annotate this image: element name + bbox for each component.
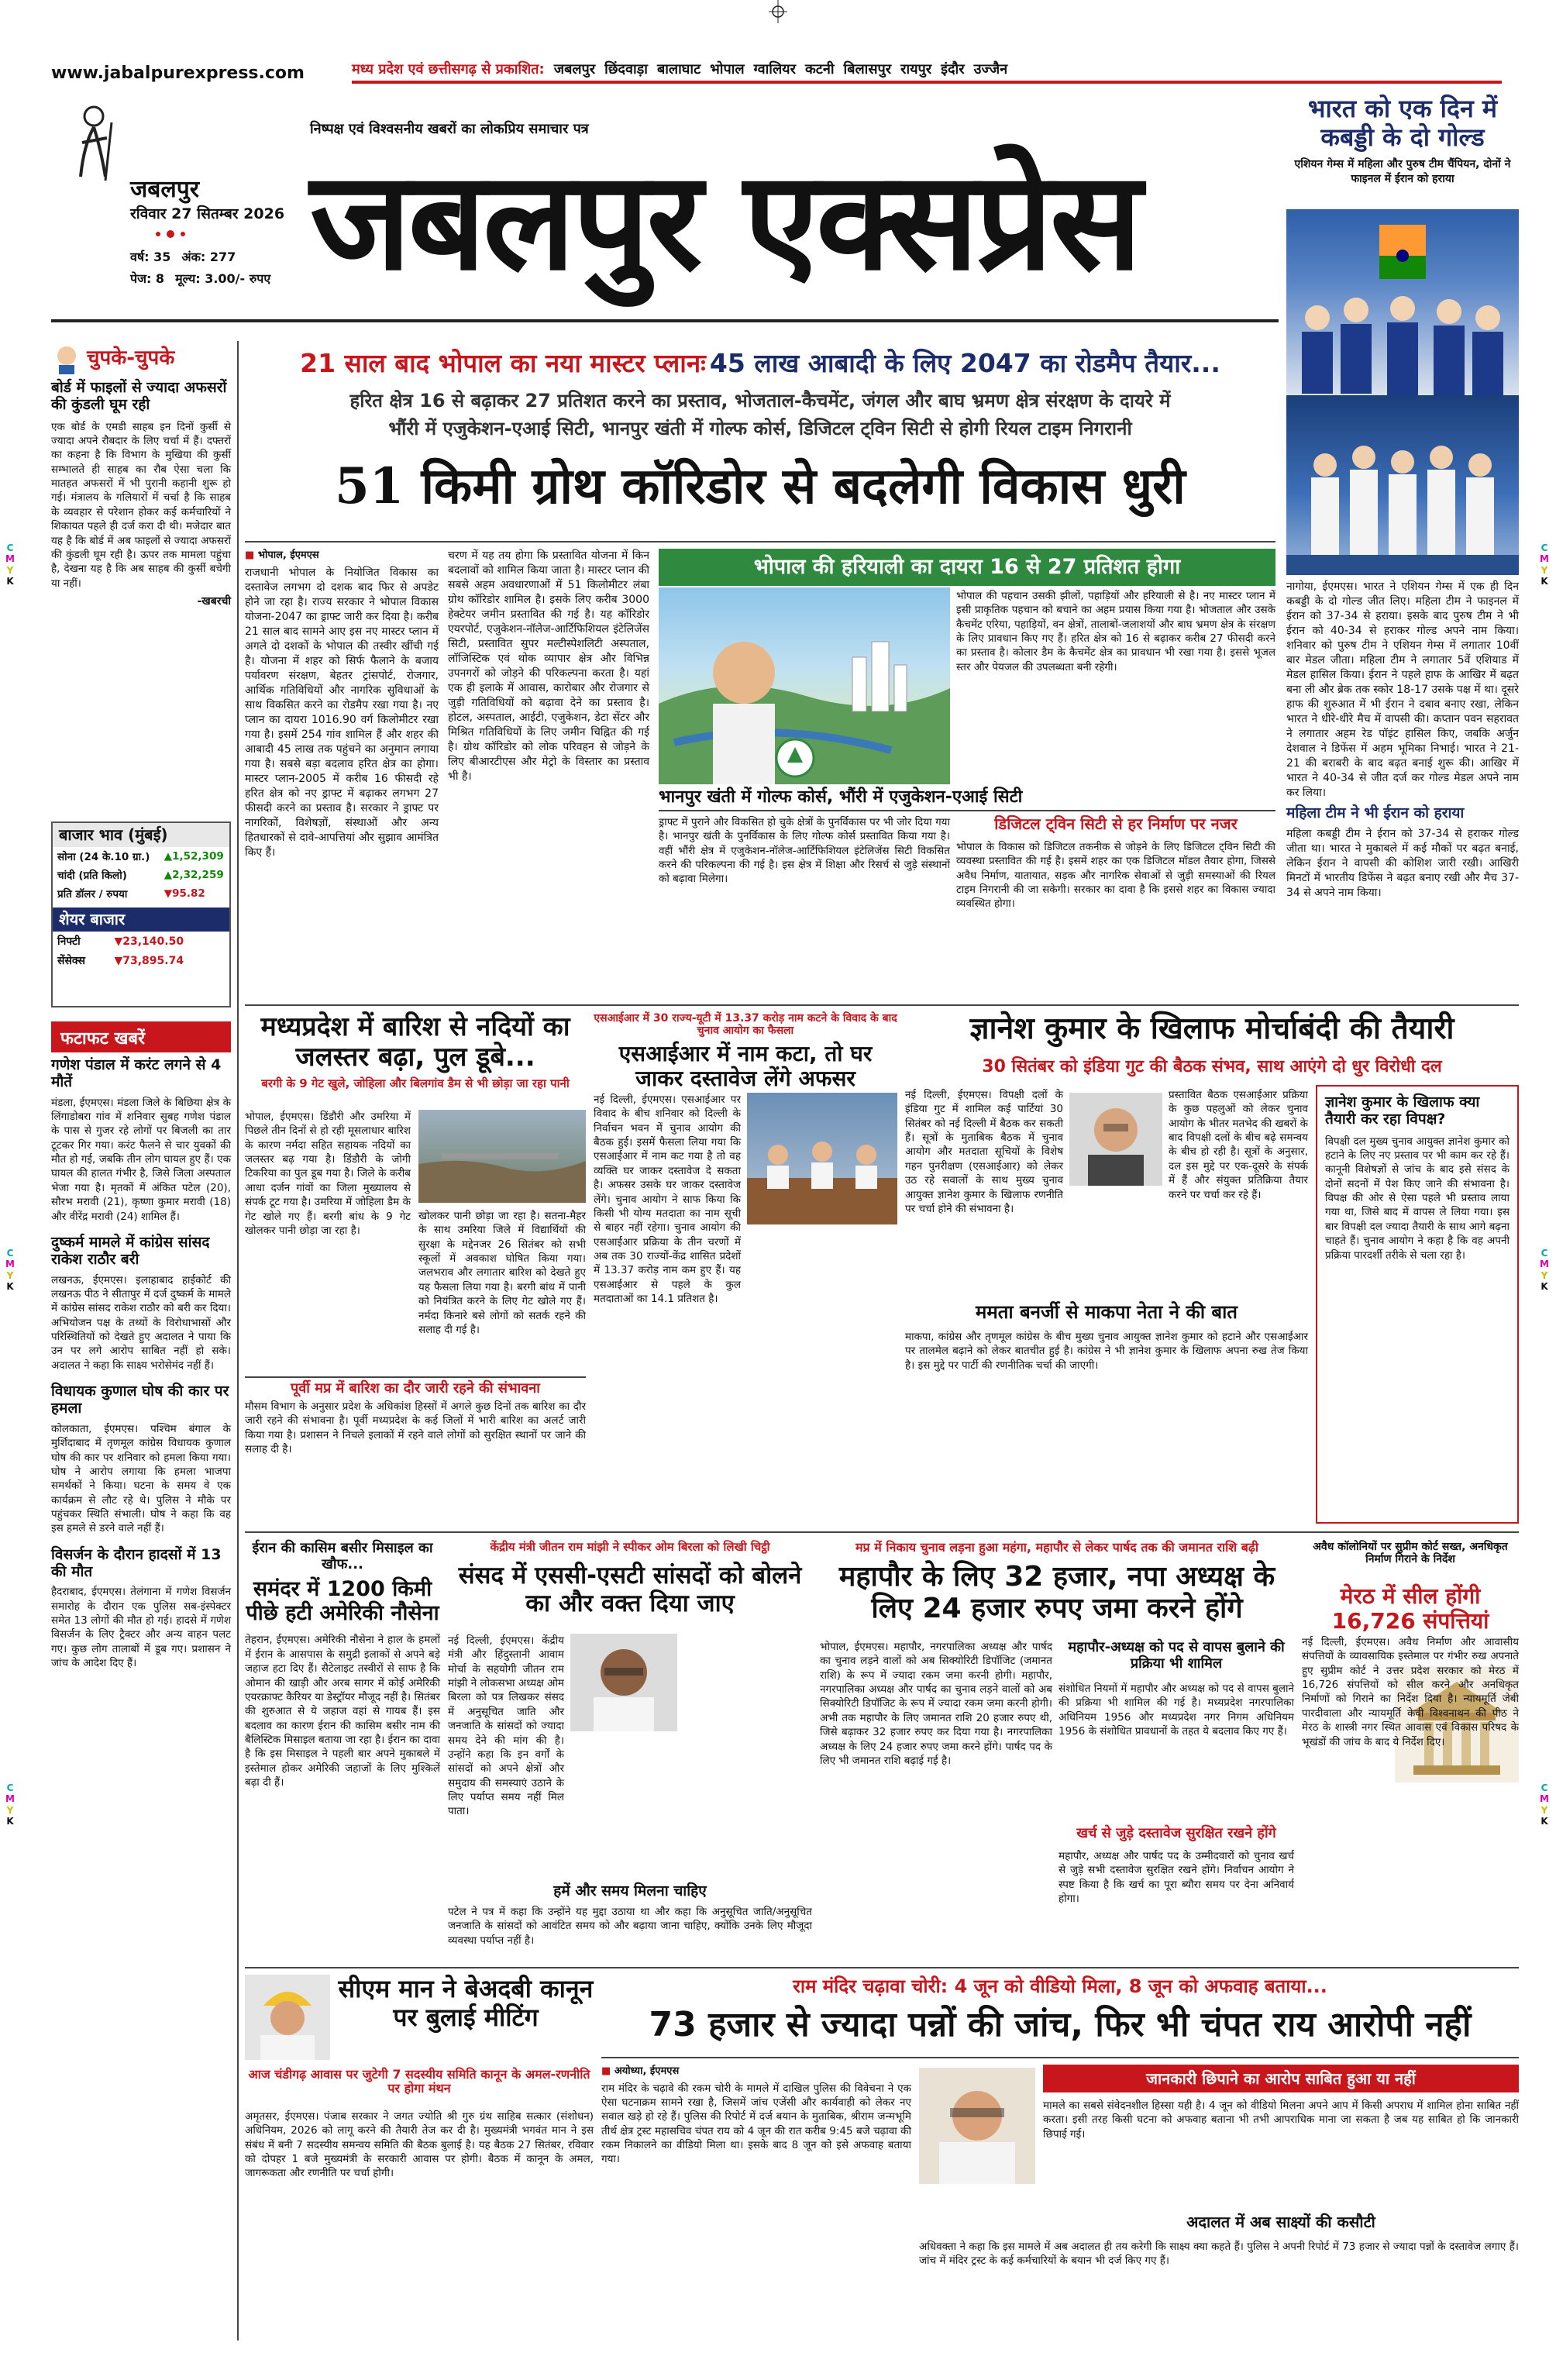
lead-deck-2: भौंरी में एजुकेशन-एआई सिटी, भानपुर खंती में गोल्फ कोर्स, डिजिटल ट्विन सिटी से होगी रियल टाइम निगरानी <box>388 418 1132 439</box>
share-value: ▼23,140.50 <box>114 935 184 948</box>
kabaddi-subhead-2: महिला टीम ने भी ईरान को हराया <box>1286 804 1465 822</box>
lead-subhead-1: भानपुर खंती में गोल्फ कोर्स, भौंरी में एजुकेशन-एआई सिटी <box>659 787 1275 811</box>
site-url[interactable]: www.jabalpurexpress.com <box>51 64 305 83</box>
sir-body: नई दिल्ली, ईएमएस। एसआईआर पर विवाद के बीच शनिवार को दिल्ली के निर्वाचन भवन में चुनाव आयोग की बैठक हुई। इसमें फैसला लिया गया कि एसआईआर में नाम कट गया है तो वह व्यक्ति घर जाकर दस्तावेज दे सकता है। अफसर उसके घर जाकर दस्तावेज लेंगे। चुनाव आयोग ने साफ किया कि किसी भी योग्य मतदाता का नाम सूची से बाहर नहीं रहेगा। चुनाव आयोग की एसआईआर प्रक्रिया के तीन चरणों में अब तक 30 राज्यों-केंद्र शासित प्रदेशों में 13.37 करोड़ नाम कम हुए हैं। यह एसआईआर से पहले के कुल मतदाताओं का 14.1 प्रतिशत है। <box>594 1094 741 1306</box>
market-value-down: ▼95.82 <box>164 887 205 900</box>
edition-4[interactable]: भोपाल <box>710 61 745 77</box>
market-row <box>53 847 229 866</box>
edition-6[interactable]: कटनी <box>804 61 835 77</box>
price-line <box>130 270 270 287</box>
market-title: बाजार भाव (मुंबई) <box>53 823 229 847</box>
ram-body-2: अधिवक्ता ने कहा कि इस मामले में अब अदालत ही तय करेगी कि साक्ष्य क्या कहते हैं। पुलिस ने अपनी रिपोर्ट में 73 हजार से ज्यादा पन्नों के दस्तावेज लगाए हैं। जांच में मंदिर ट्रस्ट के कई कर्मचारियों के बयान भी दर्ज किए गए हैं। <box>919 2241 1519 2268</box>
up-triangle-icon: ▲ <box>164 869 173 881</box>
fatafat-body: लखनऊ, ईएमएस। इलाहाबाद हाईकोर्ट की लखनऊ पीठ ने सीतापुर में दर्ज दुष्कर्म के मामले में कांग्रेस सांसद राकेश राठौर को बरी कर दिया। अभियोजन पक्ष के तथ्यों के विरोधाभासों और परिस्थितियों को देखते हुए अदालत ने पाया कि उन पर लगे आरोप साबित नहीं हो सके। अदालत ने कहा कि साक्ष्य भरोसेमंद नहीं हैं। <box>51 1273 231 1372</box>
column-divider <box>237 341 239 2340</box>
lead-deck-1: हरित क्षेत्र 16 से बढ़ाकर 27 प्रतिशत करने का प्रस्ताव, भोजताल-कैचमेंट, जंगल और बाघ भ्रमण क्षेत्र संरक्षण के दायरे में <box>349 390 1171 412</box>
fatafat-list <box>51 1057 231 1671</box>
share-row <box>53 951 229 970</box>
kabaddi-photo-women <box>1286 209 1519 395</box>
mayor-headline: महापौर के लिए 32 हजार, नपा अध्यक्ष के लिए 24 हजार रुपए जमा करने होंगे <box>838 1561 1275 1625</box>
market-row <box>53 866 229 884</box>
kabaddi-subhead: एशियन गेम्स में महिला और पुरुष टीम चैंपियन, दोनों ने फाइनल में ईरान को हराया <box>1294 157 1511 185</box>
market-item: चांदी (प्रति किलो) <box>57 870 127 882</box>
chupke-header <box>51 341 231 377</box>
rain-col-2: खोलकर पानी छोड़ा जा रहा है। सतना-मैहर के साथ उमरिया जिले में विद्यार्थियों की सुरक्षा के मद्देनजर 26 सितंबर को सभी स्कूलों में अवकाश घोषित किया गया। जलभराव और लगातार बारिश को देखते हुए यह फैसला लिया गया है। बरगी बांध में पानी को नियंत्रित करने के लिए गेट खोले गए हैं। नर्मदा किनारे बसे लोगों को सतर्क रहने की सलाह दी गई है। <box>418 1210 586 1336</box>
ram-subhead: जानकारी छिपाने का आरोप साबित हुआ या नहीं <box>1043 2065 1519 2092</box>
ram-subhead-2: अदालत में अब साक्ष्यों की कसौटी <box>1186 2213 1375 2231</box>
tagline: निष्पक्ष एवं विश्वसनीय खबरों का लोकप्रिय समाचार पत्र <box>310 121 589 137</box>
kabaddi-body-text-2: महिला कबड्डी टीम ने ईरान को 37-34 से हराकर गोल्ड जीता था। भारत ने मुकाबले में कई मौकों पर बढ़त बनाई, लेकिन ईरान ने वापसी की कोशिश जारी रखी। आखिरी मिनटों में भारतीय डिफेंस ने बढ़त बनाए रखी और मैच 37-34 से अपने नाम किया। <box>1286 828 1519 900</box>
issue: अंक: 277 <box>181 250 236 264</box>
gyanesh-side-headline: ज्ञानेश कुमार के खिलाफ क्या तैयारी कर रहा विपक्ष? <box>1325 1094 1480 1128</box>
fatafat-label: फटाफट खबरें <box>51 1021 231 1052</box>
year: वर्ष: 35 <box>130 250 171 264</box>
ram-body-text: राम मंदिर के चढ़ावे की रकम चोरी के मामले में दाखिल पुलिस की विवेचना ने एक ऐसा घटनाक्रम सामने रखा है, जिसमें जांच एजेंसी और कार्यवाही को लेकर नए सवाल खड़े हो रहे हैं। पुलिस की रिपोर्ट में दर्ज बयान के मुताबिक, श्रीराम जन्मभूमि तीर्थ क्षेत्र ट्रस्ट महासचिव चंपत राय को 4 जून की रात करीब 9:45 बजे चढ़ावा की रकम निकालने का वीडियो मिला था। इसके बाद 8 जून को इसे अफवाह बताया गया। <box>601 2082 911 2166</box>
lead-col-3: भोपाल की पहचान उसकी झीलों, पहाड़ियों और हरियाली से है। नए मास्टर प्लान में इसी प्राकृतिक पहचान को बचाने का अहम प्रयास किया गया है। भोजताल और उसके कैचमेंट एरिया, पहाड़ियों, वन क्षेत्रों, तालाबों-जलाशयों और बाघ भ्रमण क्षेत्र के संरक्षण के लिए प्रावधान किए गए हैं। हरित क्षेत्र को 16 से बढ़ाकर करीब 27 फीसदी करने का प्रस्ताव है। कोलार डैम के कैचमेंट क्षेत्र का प्रावधान भी रखा गया है। इससे भूजल स्तर और पेयजल की उपलब्धता बनी रहेगी। <box>956 590 1275 673</box>
mayor-subhead-2: खर्च से जुड़े दस्तावेज सुरक्षित रखने होंगे <box>1076 1825 1276 1841</box>
gyanesh-col-2: प्रस्तावित बैठक एसआईआर प्रक्रिया के कुछ पहलुओं को लेकर चुनाव आयोग के भीतर मतभेद की खबरों के बाद विपक्षी दलों के बीच बढ़े समन्वय के बीच हो रही है। सूत्रों के अनुसार, दल इस मुद्दे पर एक-दूसरे के संपर्क में हैं और संयुक्त प्रतिक्रिया तैयार करने पर चर्चा कर रहे हैं। <box>1169 1089 1308 1201</box>
fatafat-body: कोलकाता, ईएमएस। पश्चिम बंगाल के मुर्शिदाबाद में तृणमूल कांग्रेस विधायक कुणाल घोष की कार पर शनिवार को हमला किया गया। घोष ने आरोप लगाया कि हमला भाजपा समर्थकों ने किया। घटना के समय वे एक कार्यक्रम से लौट रहे थे। पुलिस ने मौके पर पहुंचकर स्थिति संभाली। घोष ने कहा कि वह इस हमले से डरने वाले नहीं हैं। <box>51 1422 231 1535</box>
rain-col-1: भोपाल, ईएमएस। डिंडौरी और उमरिया में पिछले तीन दिनों से हो रही मूसलाधार बारिश के कारण नर्मदा सहित सहायक नदियों का जलस्तर बढ़ गया है। डिंडौरी के जोगी टिकरिया का पुल डूब गया है। जिले के करीब आधा दर्जन गांवों का जिला मुख्यालय से संपर्क टूट गया है। उमरिया में जोहिला डैम के गेट खोले गए हैं। बरगी बांध के 9 गेट खोलकर पानी छोड़ा जा रहा है। <box>245 1111 411 1237</box>
share-row <box>53 932 229 951</box>
gyanesh-photo <box>1069 1093 1162 1186</box>
mann-subhead: आज चंडीगढ़ आवास पर जुटेगी 7 सदस्यीय समिति कानून के अमल-रणनीति पर होगा मंथन <box>248 2067 590 2096</box>
kabaddi-headline: भारत को एक दिन में कबड्डी के दो गोल्ड <box>1308 94 1497 152</box>
iran-headline: समंदर में 1200 किमी पीछे हटी अमेरिकी नौसेना <box>246 1577 439 1626</box>
rain-story <box>245 1012 586 1090</box>
rain-subhead: बरगी के 9 गेट खुले, जोहिला और बिलगांव डैम से भी छोड़ा जा रहा पानी <box>261 1076 570 1091</box>
market-item: प्रति डॉलर / रुपया <box>57 888 128 901</box>
row-rule-3 <box>245 1967 1519 1968</box>
gyanesh-col-1: नई दिल्ली, ईएमएस। विपक्षी दलों के इंडिया गुट में शामिल कई पार्टियां 30 सितंबर को नई दिल्ली में बैठक कर सकती हैं। सूत्रों के मुताबिक बैठक में चुनाव आयोग और मतदाता सूचियों के विशेष गहन पुनरीक्षण (एसआईआर) को लेकर उठ रहे सवालों के साथ मुख्य चुनाव आयुक्त ज्ञानेश कुमार के खिलाफ रणनीति पर चर्चा होने की संभावना है। <box>905 1089 1063 1215</box>
iran-kicker: ईरान की कासिम बसीर मिसाइल का खौफ... <box>252 1540 433 1572</box>
gandhi-logo <box>51 99 129 184</box>
mayor-body: भोपाल, ईएमएस। महापौर, नगरपालिका अध्यक्ष और पार्षद का चुनाव लड़ने वालों को अब सिक्योरिटी डिपॉजिट (जमानत राशि) के रूप में ज्यादा रकम जमा करनी होगी। महापौर, नगरपालिका अध्यक्ष और पार्षद का चुनाव लड़ने वालों को अब सिक्योरिटी डिपॉजिट के रूप में ज्यादा रकम जमा करनी होगी। अभी तक महापौर के लिए जमानत राशि 20 हजार रुपए थी, जिसे बढ़ाकर 32 हजार रुपए कर दिया गया है। नगरपालिका अध्यक्ष के लिए 24 हजार रुपए जमा करने होंगे। पार्षद पद के लिए भी जमानत राशि बढ़ाई गई है। <box>820 1641 1052 1767</box>
share-item: सेंसेक्स <box>57 955 85 967</box>
cmyk-mark-right-1: C M Y K <box>1540 542 1549 587</box>
chupke-byline: -खबरची <box>197 595 231 608</box>
editions-label: मध्य प्रदेश एवं छत्तीसगढ़ से प्रकाशित: <box>352 61 545 77</box>
meerut-headline: मेरठ में सील होंगी 16,726 संपत्तियां <box>1331 1583 1489 1634</box>
fatafat-headline: विसर्जन के दौरान हादसों में 13 की मौत <box>51 1545 222 1580</box>
fatafat-headline: गणेश पंडाल में करंट लगने से 4 मौतें <box>51 1056 222 1090</box>
pages: पेज: 8 <box>130 271 165 286</box>
ram-body <box>601 2065 911 2170</box>
kabaddi-body <box>1286 580 1519 904</box>
fold-rule <box>245 1004 1519 1006</box>
chupke-body: एक बोर्ड के एमडी साहब इन दिनों कुर्सी से ज्यादा अपने रौबदार के लिए चर्चा में हैं। दफ्तरों का कहना है कि विभाग के मुखिया की कुर्सी सम्भालते ही साहब का रौब ऐसा चला कि मातहत अफसरों में भी पुरानी कहानी शुरू हो गई। मंत्रालय के गलियारों में चर्चा है कि साहब के व्यवहार से परेशान होकर कई कर्मचारियों ने शिकायत पहले ही दर्ज करा दी थी। मजेदार बात यह है कि बोर्ड में अब फाइलों से ज्यादा अफसरों की कुंडली घूम रही है। ऊपर तक मामला पहुंचा है, देखना यह है कि अब साहब की कुर्सी बचेगी या नहीं। <box>51 420 231 590</box>
price: मूल्य: 3.00/- रुपए <box>175 271 271 286</box>
mann-body: अमृतसर, ईएमएस। पंजाब सरकार ने जगत ज्योति श्री गुरु ग्रंथ साहिब सत्कार (संशोधन) अधिनियम, 2026 को लागू करने की तैयारी तेज कर दी है। मुख्यमंत्री भगवंत मान ने इस संबंध में बनी 7 सदस्यीय समन्वय समिति की बैठक बुलाई है। यह बैठक 27 सितंबर, रविवार को दोपहर 1 बजे मुख्यमंत्री के सरकारी आवास पर होगी। बैठक में कानून के अमल, जागरूकता और रणनीति पर चर्चा होगी। <box>245 2110 594 2180</box>
lead-col-5: भोपाल के विकास को डिजिटल तकनीक से जोड़ने के लिए डिजिटल ट्विन सिटी की व्यवस्था प्रस्तावित की गई है। इसमें शहर का एक डिजिटल मॉडल तैयार होगा, जिससे अवैध निर्माण, यातायात, सड़क और नागरिक सेवाओं से जुड़ी समस्याओं की रियल टाइम निगरानी की जा सकेगी। सरकार का दावा है कि इससे शहर का विकास ज्यादा व्यवस्थित होगा। <box>956 841 1275 911</box>
meerut-kicker: अवैध कॉलोनियों पर सुप्रीम कोर्ट सख्त, अनधिकृत निर्माण गिराने के निर्देश <box>1313 1541 1508 1566</box>
rain-headline: मध्यप्रदेश में बारिश से नदियों का जलस्तर बढ़ा, पुल डूबे... <box>260 1011 570 1073</box>
mann-headline: सीएम मान ने बेअदबी कानून पर बुलाई मीटिंग <box>338 1974 594 2032</box>
ram-side: मामले का सबसे संवेदनशील हिस्सा यही है। 4 जून को वीडियो मिलना अपने आप में किसी अपराध में शामिल होना साबित नहीं करता। इसी तरह किसी घटना को अफवाह बताना भी तभी आपराधिक माना जा सकता है जब यह साबित हो कि जानकारी छिपाई गई। <box>1043 2099 1519 2141</box>
kabaddi-story <box>1286 95 1519 186</box>
gyanesh-sidebox <box>1316 1085 1519 1524</box>
market-value-up: ▲2,32,259 <box>164 869 224 881</box>
fatafat-headline: विधायक कुणाल घोष की कार पर हमला <box>51 1383 229 1417</box>
mayor-kicker: मप्र में निकाय चुनाव लड़ना हुआ महंगा, महापौर से लेकर पार्षद तक की जमानत राशि बढ़ी <box>855 1540 1259 1555</box>
edition-7[interactable]: बिलासपुर <box>843 61 892 77</box>
fatafat-body: मंडला, ईएमएस। मंडला जिले के बिछिया क्षेत्र के लिंगाडोबरा गांव में शनिवार सुबह गणेश पंडाल के पास से गुजर रहे लोगों पर बिजली का तार टूटकर गिर गया। करंट फैलने से चार युवकों की मौत हो गई, जबकि तीन लोग घायल हुए हैं। एक घायल की हालत गंभीर है, जिसे जिला अस्पताल भेजा गया है। मृतकों में अंकित पटेल (20), सौरभ मरावी (21), कृष्णा कुमार मरावी (18) और वीरेंद्र मरावी (24) शामिल हैं। <box>51 1096 231 1223</box>
gyanesh-subhead: 30 सितंबर को इंडिया गुट की बैठक संभव, साथ आएंगे दो धुर विरोधी दल <box>982 1057 1442 1076</box>
market-box <box>51 821 231 1007</box>
fatafat-body: हैदराबाद, ईएमएस। तेलंगाना में गणेश विसर्जन समारोह के दौरान एक पुलिस सब-इंस्पेक्टर समेत 13 लोगों की मौत हो गई। हादसे में गणेश विसर्जन के लिए ट्रैक्टर और अन्य वाहन पलट गए। कुछ लोग तालाबों में डूब गए। प्रशासन ने जांच के आदेश दिए हैं। <box>51 1586 231 1670</box>
cmyk-mark-left-3: C M Y K <box>5 1782 15 1827</box>
lead-col-4: ड्राफ्ट में पुराने और विकसित हो चुके क्षेत्रों के पुनर्विकास पर भी जोर दिया गया है। भानपुर खंती के पुनर्विकास के लिए गोल्फ कोर्स प्रस्तावित किया गया है। वहीं भौंरी क्षेत्र में एजुकेशन-नॉलेज-आर्टिफिशियल इंटेलिजेंस सिटी विकसित करने की परिकल्पना की गई है। इस क्षेत्र में शिक्षा और रिसर्च से जुड़े संस्थानों को बढ़ावा मिलेगा। <box>659 816 950 886</box>
chupke-label: चुपके-चुपके <box>87 346 175 370</box>
edition-3[interactable]: बालाघाट <box>656 61 701 77</box>
edition-city: जबलपुर <box>130 176 200 203</box>
share-title: शेयर बाजार <box>53 908 229 932</box>
parliament-subhead: हमें और समय मिलना चाहिए <box>553 1882 707 1900</box>
edition-date: रविवार 27 सितम्बर 2026 <box>130 205 285 222</box>
market-item: सोना (24 के.10 ग्रा.) <box>57 851 150 863</box>
row-rule-2 <box>245 1531 1519 1533</box>
parliament-headline: संसद में एससी-एसटी सांसदों को बोलने का और वक्त दिया जाए <box>458 1562 802 1617</box>
meerut-body: नई दिल्ली, ईएमएस। अवैध निर्माण और आवासीय संपत्तियों के व्यावसायिक इस्तेमाल पर गंभीर रुख अपनाते हुए सुप्रीम कोर्ट ने उत्तर प्रदेश सरकार को मेरठ में 16,726 संपत्तियों को सील करने और अनधिकृत निर्माणों को गिराने का निर्देश दिया है। न्यायमूर्ति जेबी पारदीवाला और न्यायमूर्ति केवी विश्वनाथन की पीठ ने मेरठ के शास्त्री नगर स्थित आवास एवं विकास परिषद के भूखंडों की जांच के बाद ये निर्देश दिए। <box>1302 1636 1519 1748</box>
ram-rule <box>601 2057 1519 2058</box>
gyanesh-headline: ज्ञानेश कुमार के खिलाफ मोर्चाबंदी की तैयारी <box>969 1011 1454 1046</box>
up-triangle-icon: ▲ <box>164 850 173 863</box>
registration-mark <box>769 0 787 23</box>
decor-dots <box>147 228 194 239</box>
lead-col-1 <box>245 549 439 863</box>
sir-headline: एसआईआर में नाम कटा, तो घर जाकर दस्तावेज लेंगे अफसर <box>618 1041 873 1092</box>
edition-2[interactable]: छिंदवाड़ा <box>604 61 648 77</box>
edition-5[interactable]: ग्वालियर <box>753 61 796 77</box>
ram-photo <box>919 2068 1035 2184</box>
cmyk-mark-left-2: C M Y K <box>5 1248 15 1293</box>
down-triangle-icon: ▼ <box>164 887 173 900</box>
mayor-side: संशोधित नियमों में महापौर और अध्यक्ष को पद से वापस बुलाने की प्रक्रिया भी शामिल की गई है। मध्यप्रदेश नगरपालिका अधिनियम 1956 और मध्यप्रदेश नगर निगम अधिनियम 1956 के संशोधित प्रावधानों के तहत ये बदलाव किए गए हैं। <box>1059 1683 1294 1738</box>
mayor-subhead: महापौर-अध्यक्ष को पद से वापस बुलाने की प्रक्रिया भी शामिल <box>1068 1639 1285 1672</box>
cmyk-mark-left-1: C M Y K <box>5 542 15 587</box>
cmyk-mark-right-2: C M Y K <box>1540 1248 1549 1293</box>
volume-line <box>130 248 236 265</box>
gyanesh-col-3: माकपा, कांग्रेस और तृणमूल कांग्रेस के बीच मुख्य चुनाव आयुक्त ज्ञानेश कुमार को हटाने और एसआईआर पर तालमेल बढ़ाने को लेकर बातचीत हुई है। कांग्रेस ने भी ज्ञानेश कुमार के खिलाफ अपना रुख तेज किया है। इस मुद्दे पर पार्टी की रणनीतिक चर्चा की जाएगी। <box>905 1331 1308 1372</box>
parliament-kicker: केंद्रीय मंत्री जीतन राम मांझी ने स्पीकर ओम बिरला को लिखी चिट्ठी <box>490 1540 770 1554</box>
chupke-story <box>51 380 231 608</box>
sir-story <box>594 1012 897 1092</box>
mayor-body-2: महापौर, अध्यक्ष और पार्षद पद के उम्मीदवारों को चुनाव खर्च से जुड़े सभी दस्तावेज सुरक्षित रखने होंगे। निर्वाचन आयोग ने स्पष्ट किया है कि खर्च का पूरा ब्यौरा समय पर देना अनिवार्य होगा। <box>1059 1850 1294 1906</box>
parliament-body: नई दिल्ली, ईएमएस। केंद्रीय मंत्री और हिंदुस्तानी आवाम मोर्चा के सहयोगी जीतन राम मांझी ने लोकसभा अध्यक्ष ओम बिरला को पत्र लिखकर संसद में अनुसूचित जाति और जनजाति के सांसदों को ज्यादा समय देने की मांग की है। उन्होंने कहा कि इन वर्गों के सांसदों को अपने क्षेत्रों और समुदाय की समस्याएं उठाने के लिए पर्याप्त समय नहीं मिल पाता। <box>448 1634 564 1818</box>
parliament-body-2: पटेल ने पत्र में कहा कि उन्होंने यह मुद्दा उठाया था और कहा कि अनुसूचित जाति/अनुसूचित जनजाति के सांसदों को आवंटित समय को और बढ़ाया जाना चाहिए, क्योंकि उनके लिए मौजूदा व्यवस्था पर्याप्त नहीं है। <box>448 1906 812 1947</box>
lead-photo <box>659 587 950 784</box>
sir-photo <box>747 1093 897 1224</box>
rain-subhead-2: पूर्वी मप्र में बारिश का दौर जारी रहने की संभावना <box>245 1376 586 1397</box>
down-triangle-icon: ▼ <box>114 935 123 948</box>
lead-dateline: ■ भोपाल, ईएमएस <box>245 549 319 561</box>
market-value-up: ▲1,52,309 <box>164 850 224 863</box>
share-value: ▼73,895.74 <box>114 954 184 967</box>
gyanesh-subhead-2: ममता बनर्जी से माकपा नेता ने की बात <box>976 1301 1238 1323</box>
kabaddi-body-text: नागोया, ईएमएस। भारत ने एशियन गेम्स में एक ही दिन कबड्डी के दो गोल्ड जीत लिए। महिला टीम ने फाइनल में ईरान को 37-34 से हराया। इसके बाद पुरुष टीम ने भी ईरान को 40-34 से हराकर गोल्ड अपने नाम किया। शनिवार को पुरुष टीम ने एशियन गेम्स में लगातार 10वीं बार मेडल जीता। महिला टीम ने लगातार 5वें एशियाड में मेडल हासिल किया। ईरान ने पहले हाफ के आखिर में बढ़त बना ली और ब्रेक तक स्कोर 18-17 उसके पक्ष में था। दूसरे हाफ की शुरुआत में भी ईरान ने दबाव बनाए रखा, लेकिन भारत ने धीरे-धीरे मैच में वापसी की। कप्तान पवन सहरावत ने लगातार अहम रेड पॉइंट हासिल किए, जबकि अर्जुन देशवाल ने डिफेंस में अहम भूमिका निभाई। भारत ने 21-21 की बराबरी के बाद बढ़त बनाई शुरू की। आखिर में भारत ने 40-34 से जीत दर्ज कर गोल्ड मेडल अपने नाम कर लिया। <box>1286 580 1519 800</box>
parliament-photo <box>570 1634 677 1731</box>
lead-col-1-text: राजधानी भोपाल के नियोजित विकास का दस्तावेज लगभग दो दशक बाद फिर से अपडेट होने जा रहा है। राज्य सरकार ने भोपाल विकास योजना-2047 का ड्राफ्ट जारी कर दिया है। करीब 21 साल बाद सामने आए इस नए मास्टर प्लान में अगले दो दशकों के भोपाल की तस्वीर खींची गई है। योजना में शहर को सिर्फ फैलाने के बजाय पर्यावरण संरक्षण, बेहतर ट्रांसपोर्ट, रोजगार, आर्थिक गतिविधियों और नागरिक सुविधाओं के साथ विकसित करने का रोडमैप रखा गया है। नए प्लान का दायरा 1016.90 वर्ग किलोमीटर रखा गया है। इसमें 254 गांव शामिल हैं और शहर की आबादी 45 लाख तक पहुंचने का अनुमान लगाया गया है। सबसे बड़ा बदलाव हरित क्षेत्र का होगा। मास्टर प्लान-2005 में करीब 16 फीसदी रहे हरित क्षेत्र को नए ड्राफ्ट में बढ़ाकर लगभग 27 फीसदी करने का प्रस्ताव है। सरकार ने ड्राफ्ट पर नागरिकों, विशेषज्ञों, संस्थाओं और अन्य हितधारकों से दावे-आपत्तियां और सुझाव आमंत्रित किए हैं। <box>245 566 439 859</box>
whisper-icon <box>51 343 82 374</box>
cmyk-mark-right-3: C M Y K <box>1540 1782 1549 1827</box>
chupke-headline: बोर्ड में फाइलों से ज्यादा अफसरों की कुंडली घूम रही <box>51 379 227 413</box>
lead-rule <box>245 541 1275 542</box>
ram-kicker: राम मंदिर चढ़ावा चोरी: 4 जून को वीडियो मिला, 8 जून को अफवाह बताया... <box>793 1975 1327 1997</box>
lead-subhead-2: डिजिटल ट्विन सिटी से हर निर्माण पर नजर <box>994 815 1238 833</box>
masthead-rule <box>51 319 1279 322</box>
lead-kicker-navy: 45 लाख आबादी के लिए 2047 का रोडमैप तैयार... <box>709 348 1220 378</box>
kabaddi-photo-men <box>1286 395 1519 575</box>
rain-photo <box>418 1110 586 1203</box>
rain-col-3: मौसम विभाग के अनुसार प्रदेश के अधिकांश हिस्सों में अगले कुछ दिनों तक बारिश का दौर जारी रहने की संभावना है। पूर्वी मध्यप्रदेश के कई जिलों में भारी बारिश का अलर्ट जारी किया गया है। प्रशासन ने निचले इलाकों में रहने वाले लोगों को सुरक्षित स्थानों पर जाने की सलाह दी है। <box>245 1400 586 1456</box>
edition-10[interactable]: उज्जैन <box>973 61 1008 77</box>
edition-9[interactable]: इंदौर <box>941 61 965 77</box>
editions-bar <box>352 57 1502 84</box>
edition-1[interactable]: जबलपुर <box>553 61 596 77</box>
lead-headline: 51 किमी ग्रोथ कॉरिडोर से बदलेगी विकास धुरी <box>335 457 1186 515</box>
share-item: निफ्टी <box>57 935 81 948</box>
lead-kicker-red: 21 साल बाद भोपाल का नया मास्टर प्लानः <box>300 348 706 378</box>
ram-dateline: ■ अयोध्या, ईएमएस <box>601 2065 680 2077</box>
lead-col-2: चरण में यह तय होगा कि प्रस्तावित योजना में किन बदलावों को शामिल किया जाता है। मास्टर प्लान की सबसे अहम अवधारणाओं में 51 किलोमीटर लंबा ग्रोथ कॉरिडोर शामिल है। इसके लिए करीब 3000 हेक्टेयर जमीन प्रस्तावित की गई है। यह कॉरिडोर एयरपोर्ट, एजुकेशन-नॉलेज-आर्टिफिशियल इंटेलिजेंस सिटी, प्रस्तावित सुपर मल्टीस्पेशलिटी अस्पताल, लॉजिस्टिक एवं थोक व्यापार क्षेत्र और विभिन्न उपनगरों को जोड़ने की परिकल्पना करता है। यहां एक ही इलाके में आवास, कारोबार और रोजगार से जुड़ी गतिविधियों को बढ़ावा देने का प्रस्ताव है। होटल, अस्पताल, आईटी, एजुकेशन, डेटा सेंटर और मिश्रित गतिविधियों के लिए जमीन चिह्नित की गई है। ग्रोथ कॉरिडोर को लोक परिवहन से जोड़ने के लिए बीआरटीएस और मेट्रो के विस्तार का प्रस्ताव भी है। <box>448 549 649 784</box>
down-triangle-icon: ▼ <box>114 954 123 967</box>
lead-banner: भोपाल की हरियाली का दायरा 16 से 27 प्रतिशत होगा <box>659 549 1275 586</box>
sir-kicker: एसआईआर में 30 राज्य-यूटी में 13.37 करोड़ नाम कटने के विवाद के बाद चुनाव आयोग का फैसला <box>594 1012 897 1038</box>
gyanesh-side-body: विपक्षी दल मुख्य चुनाव आयुक्त ज्ञानेश कुमार को हटाने के लिए नए प्रस्ताव पर भी काम कर रहे हैं। कानूनी विशेषज्ञों से जांच के बाद इसे संसद के दोनों सदनों में पेश किए जाने की संभावना है। विपक्ष की ओर से ऐसा पहले भी प्रस्ताव लाया गया था, जिसे बाद में वापस ले लिया गया। इस बार विपक्षी दल ज्यादा तैयारी के साथ आगे बढ़ना चाहते हैं। चुनाव आयोग ने कहा है कि वह अपनी प्रक्रिया पारदर्शी तरीके से चला रहा है। <box>1325 1135 1510 1262</box>
edition-8[interactable]: रायपुर <box>900 61 932 77</box>
iran-story <box>245 1541 440 1789</box>
ram-headline: 73 हजार से ज्यादा पन्नों की जांच, फिर भी चंपत राय आरोपी नहीं <box>649 2005 1472 2044</box>
mann-photo <box>245 1975 330 2060</box>
newspaper-title: जबलपुर एक्सप्रेस <box>310 140 1139 301</box>
lead-kicker <box>245 349 1275 378</box>
market-row <box>53 884 229 903</box>
iran-body: तेहरान, ईएमएस। अमेरिकी नौसेना ने हाल के हमलों में ईरान के आसपास के समुद्री इलाकों से अपने बड़े जहाज हटा दिए हैं। सैटेलाइट तस्वीरों से साफ है कि ओमान की खाड़ी और अरब सागर में कोई अमेरिकी एयरक्राफ्ट कैरियर या डेस्ट्रॉयर मौजूद नहीं है। सितंबर की शुरुआत से ये जहाज वहां से गायब हैं। इस बदलाव का कारण ईरान की कासिम बसीर नाम की बैलिस्टिक मिसाइल बताया जा रहा है। ईरान का दावा है कि इस मिसाइल ने पहली बार अपने मुकाबले में इस्तेमाल होकर अमेरिकी जहाजों के लिए मुश्किलें बढ़ा दी हैं। <box>245 1634 440 1789</box>
fatafat-headline: दुष्कर्म मामले में कांग्रेस सांसद राकेश राठौर बरी <box>51 1233 210 1268</box>
